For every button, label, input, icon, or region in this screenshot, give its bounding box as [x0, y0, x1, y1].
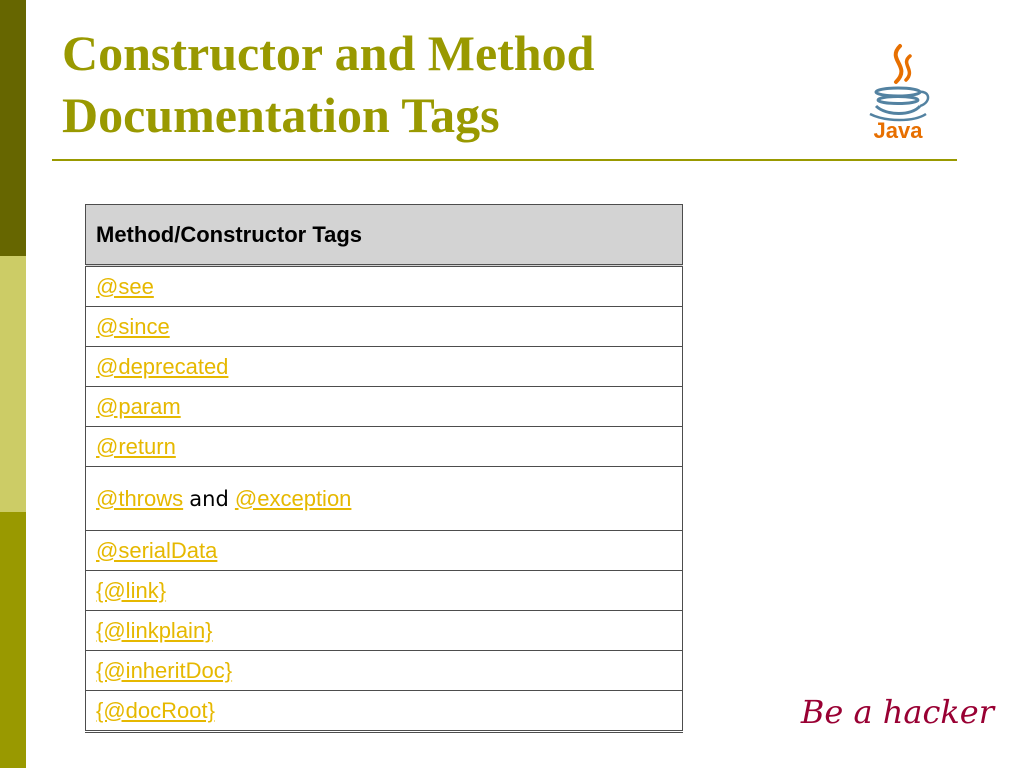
tag-link-linkplain[interactable]: {@linkplain} [96, 617, 213, 643]
table-row [86, 307, 683, 347]
table-header-row [86, 205, 683, 266]
tag-link-see[interactable]: @see [96, 273, 154, 299]
tag-link-return[interactable]: @return [96, 433, 176, 459]
table-header: Method/Constructor Tags [86, 205, 683, 266]
tagline: Be a hacker [800, 693, 994, 731]
tag-link-docroot[interactable]: {@docRoot} [96, 697, 215, 723]
left-accent-bar [0, 0, 26, 768]
table-row [86, 611, 683, 651]
table-row [86, 651, 683, 691]
table-row [86, 347, 683, 387]
java-logo-text: Java [873, 118, 923, 143]
accent-bar-segment-light [0, 256, 26, 512]
tag-link-inheritdoc[interactable]: {@inheritDoc} [96, 657, 233, 683]
accent-bar-segment-mid [0, 512, 26, 768]
table-row [86, 531, 683, 571]
tag-link-serialdata[interactable]: @serialData [96, 537, 218, 563]
slide-title-line-1: Constructor and Method [62, 25, 595, 81]
tag-link-param[interactable]: @param [96, 393, 181, 419]
tag-link-throws[interactable]: @throws [96, 485, 184, 511]
table-row [86, 427, 683, 467]
tag-link-exception[interactable]: @exception [234, 485, 352, 511]
slide-title [62, 22, 822, 146]
title-underline [52, 159, 957, 161]
java-coffee-cup-icon [856, 42, 942, 146]
tag-link-deprecated[interactable]: @deprecated [96, 353, 229, 379]
table-row [86, 691, 683, 732]
tag-link-since[interactable]: @since [96, 313, 170, 339]
method-constructor-tags-table [85, 204, 683, 733]
tag-link-link[interactable]: {@link} [96, 577, 167, 603]
table-row [86, 266, 683, 307]
conjunction-text: and [189, 486, 229, 511]
slide-title-line-2: Documentation Tags [62, 87, 500, 143]
accent-bar-segment-dark [0, 0, 26, 256]
table-row [86, 571, 683, 611]
table-row [86, 387, 683, 427]
table-row [86, 467, 683, 531]
